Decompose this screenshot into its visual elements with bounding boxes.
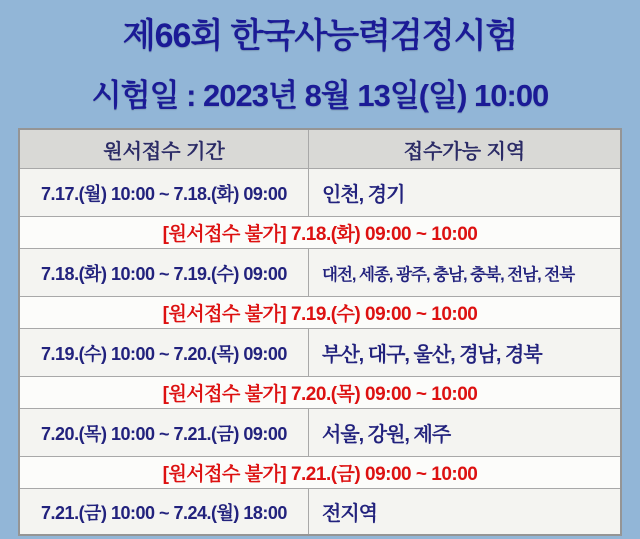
region-cell: 부산, 대구, 울산, 경남, 경북 bbox=[322, 344, 542, 366]
registration-schedule-table bbox=[18, 128, 622, 536]
blocked-notice: [원서접수 불가] 7.21.(금) 09:00 ~ 10:00 bbox=[162, 464, 478, 485]
table-row-5 bbox=[20, 489, 620, 534]
blocked-row-3 bbox=[20, 377, 620, 409]
period-cell: 7.20.(목) 10:00 ~ 7.21.(금) 09:00 bbox=[20, 409, 309, 456]
period-cell: 7.18.(화) 10:00 ~ 7.19.(수) 09:00 bbox=[20, 249, 309, 296]
region-cell: 대전, 세종, 광주, 충남, 충북, 전남, 전북 bbox=[322, 265, 575, 284]
table-row-2 bbox=[20, 249, 620, 297]
page-title: 제66회 한국사능력검정시험 bbox=[122, 17, 518, 55]
blocked-notice: [원서접수 불가] 7.18.(화) 09:00 ~ 10:00 bbox=[162, 224, 478, 245]
header-region-column: 접수가능 지역 bbox=[403, 140, 526, 163]
exam-date-subtitle: 시험일 : 2023년 8월 13일(일) 10:00 bbox=[91, 78, 549, 113]
region-cell: 전지역 bbox=[322, 503, 377, 525]
region-cell: 인천, 경기 bbox=[322, 184, 405, 206]
period-cell: 7.19.(수) 10:00 ~ 7.20.(목) 09:00 bbox=[20, 329, 309, 376]
blocked-notice: [원서접수 불가] 7.20.(목) 09:00 ~ 10:00 bbox=[162, 384, 478, 405]
blocked-notice: [원서접수 불가] 7.19.(수) 09:00 ~ 10:00 bbox=[162, 304, 478, 325]
blocked-row-1 bbox=[20, 217, 620, 249]
region-cell: 서울, 강원, 제주 bbox=[322, 424, 451, 446]
table-row-4 bbox=[20, 409, 620, 457]
table-header-row bbox=[20, 130, 620, 169]
table-row-1 bbox=[20, 169, 620, 217]
header-period-column: 원서접수 기간 bbox=[20, 130, 309, 168]
table-row-3 bbox=[20, 329, 620, 377]
blocked-row-2 bbox=[20, 297, 620, 329]
blocked-row-4 bbox=[20, 457, 620, 489]
period-cell: 7.17.(월) 10:00 ~ 7.18.(화) 09:00 bbox=[20, 169, 309, 216]
period-cell: 7.21.(금) 10:00 ~ 7.24.(월) 18:00 bbox=[20, 489, 309, 534]
